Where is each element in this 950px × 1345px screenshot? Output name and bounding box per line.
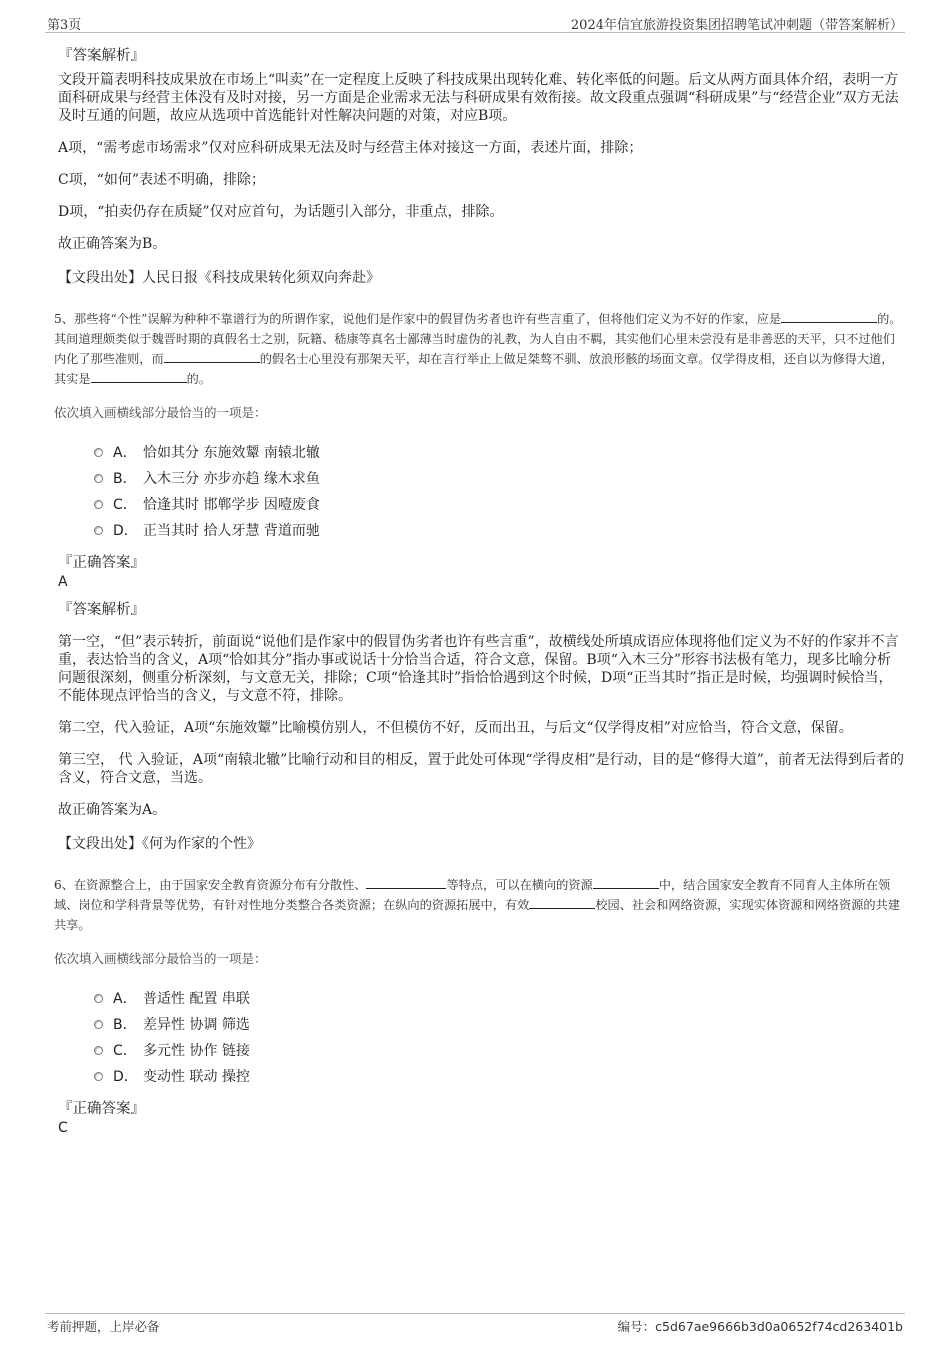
option-c[interactable]: C． 恰逢其时 邯郸学步 因噎废食 [94,491,904,517]
analysis-paragraph: A项，“需考虑市场需求”仅对应科研成果无法及时与经营主体对接这一方面，表述片面，排除； [58,140,643,156]
document-title: 2024年信宜旅游投资集团招聘笔试冲刺题（带答案解析） [570,18,903,33]
analysis-paragraph: C项，“如何”表述不明确，排除； [58,172,266,188]
correct-answer-label: 『正确答案』 [58,1101,145,1117]
fill-blank [164,350,260,363]
question-5-options [94,439,904,543]
radio-icon[interactable] [94,1046,103,1055]
analysis-paragraph: 第一空，“但”表示转折，前面说“说他们是作家中的假冒伪劣者也许有些言重”，故横线处所填成语应体现将他们定义为不好的作家并不言重，表达恰当的含义，A项“恰如其分”指办事或说话十分恰当合适，符合文意，保留。B项“入木三分”形容书法极有笔力，现多比喻分析问题很深刻，侧重分析深刻，与文意无关，排除；C项“恰逢其时”指恰恰遇到这个时候，D项“正当其时”指正是时候，均强调时候恰当，不能体现点评恰当的含义，与文意不符，排除。 [58,634,899,704]
radio-icon[interactable] [94,1072,103,1081]
passage-source: 【文段出处】人民日报《科技成果转化须双向奔赴》 [58,270,380,286]
question-6-stem: 6、在资源整合上，由于国家安全教育资源分布有分散性、 等特点，可以在横向的资源 中，结合国家安全教育不同育人主体所在领域、岗位和学科背景等优势，有针对性地分类整合各类资源；在纵向的资源拓展中，有效 校园、社会和网络资源，实现实体资源和网络资源的共建共享。 [54,878,900,932]
analysis-paragraph: 第二空，代入验证，A项“东施效颦”比喻模仿别人，不但模仿不好，反而出丑，与后文“仅学得皮相”对应恰当，符合文意，保留。 [58,720,853,736]
correct-answer-label: 『正确答案』 [58,555,145,571]
analysis-paragraph: 文段开篇表明科技成果放在市场上“叫卖”在一定程度上反映了科技成果出现转化难、转化率低的问题。后文从两方面具体介绍，表明一方面科研成果与经营主体没有及时对接，另一方面是企业需求无法与科研成果有效衔接。故文段重点强调“科研成果”与“经营企业”双方无法及时互通的问题，故应从选项中首选能针对性解决问题的对策，对应B项。 [58,72,899,124]
footer-slogan: 考前押题，上岸必备 [47,1319,160,1334]
page-header [45,12,905,33]
question-6-options [94,985,904,1089]
fill-blank [529,896,595,909]
radio-icon[interactable] [94,448,103,457]
document-code: 编号：c5d67ae9666b3d0a0652f74cd263401b [617,1319,903,1334]
analysis-paragraph: 第三空， 代 入验证，A项“南辕北辙”比喻行动和目的相反，置于此处可体现“学得皮相”是行动，目的是“修得大道”，前者无法得到后者的含义，符合文意，当选。 [58,752,904,786]
analysis-paragraph: 故正确答案为A。 [58,802,167,818]
option-d[interactable]: D． 正当其时 拾人牙慧 背道而驰 [94,517,904,543]
radio-icon[interactable] [94,1020,103,1029]
radio-icon[interactable] [94,474,103,483]
fill-blank [366,876,446,889]
correct-answer: C [58,1120,68,1136]
analysis-label: 『答案解析』 [58,48,145,64]
question-5-stem: 5、那些将“个性”误解为种种不靠谱行为的所谓作家，说他们是作家中的假冒伪劣者也许有些言重了，但将他们定义为不好的作家，应是 的。其间道理颇类似于魏晋时期的真假名士之别，阮籍、嵇康等真名士鄙薄当时虚伪的礼教，为人自由不羁，其实他们心里未尝没有是非善恶的天平，只不过他们内化了那些准则，而 的假名士心里没有那架天平，却在言行举止上做足桀骜不驯、放浪形骸的场面文章。仅学得皮相，还自以为修得大道，其实是 的。 [54,312,902,386]
passage-source: 【文段出处】《何为作家的个性》 [58,836,261,852]
fill-blank [781,310,877,323]
question-instruction: 依次填入画横线部分最恰当的一项是： [54,405,267,420]
page-footer [45,1313,905,1336]
radio-icon[interactable] [94,994,103,1003]
radio-icon[interactable] [94,500,103,509]
option-a[interactable]: A． 恰如其分 东施效颦 南辕北辙 [94,439,904,465]
option-d[interactable]: D． 变动性 联动 操控 [94,1063,904,1089]
radio-icon[interactable] [94,526,103,535]
option-a[interactable]: A． 普适性 配置 串联 [94,985,904,1011]
option-c[interactable]: C． 多元性 协作 链接 [94,1037,904,1063]
fill-blank [91,370,187,383]
analysis-label: 『答案解析』 [58,602,145,618]
page-number: 第3页 [47,18,82,33]
analysis-paragraph: D项，“拍卖仍存在质疑”仅对应首句，为话题引入部分，非重点，排除。 [58,204,504,220]
option-b[interactable]: B． 入木三分 亦步亦趋 缘木求鱼 [94,465,904,491]
fill-blank [593,876,659,889]
question-instruction: 依次填入画横线部分最恰当的一项是： [54,951,267,966]
option-b[interactable]: B． 差异性 协调 筛选 [94,1011,904,1037]
correct-answer: A [58,574,68,590]
analysis-paragraph: 故正确答案为B。 [58,236,167,252]
page-content [56,44,904,1144]
